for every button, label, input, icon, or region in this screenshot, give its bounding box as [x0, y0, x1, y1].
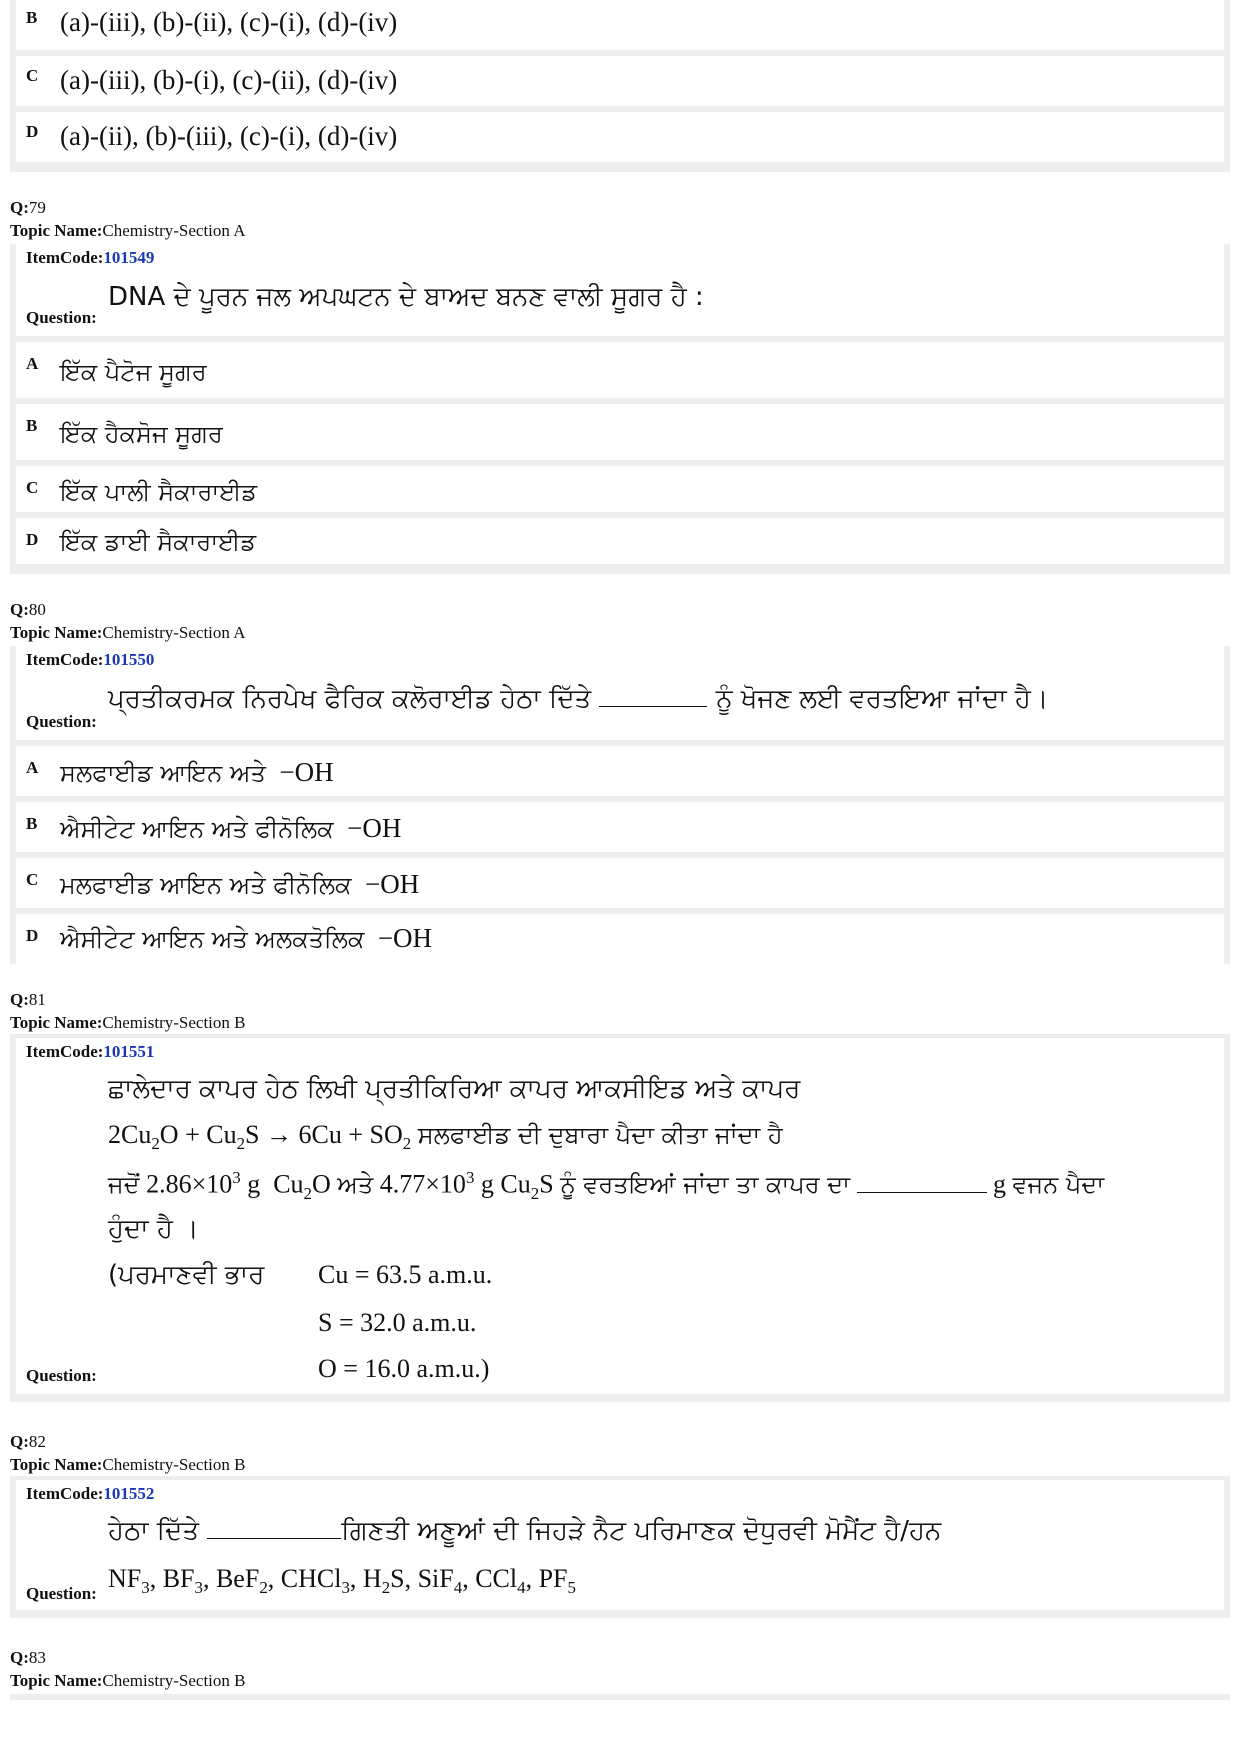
atomic-mass-s: S = 32.0 a.m.u.	[318, 1308, 477, 1337]
option-row-b[interactable]	[16, 0, 1224, 50]
line1-part-b: ਗਿਣਤੀ ਅਣੂਆਂ ਦੀ ਜਿਹੜੇ ਨੈਟ ਪਰਿਮਾਣਕ ਦੋਧੁਰਵੀ ਮੋਮੈਂਟ ਹੈ/ਹਨ	[341, 1516, 942, 1546]
q83-header	[10, 1646, 245, 1692]
option-formula: −OH	[347, 813, 402, 843]
question-number: 82	[28, 1432, 46, 1451]
atomic-mass-label: (ਪਰਮਾਣਵੀ ਭਾਰ	[108, 1260, 265, 1290]
option-row-a[interactable]	[16, 342, 1224, 398]
option-text	[60, 812, 401, 844]
atomic-mass-o: O = 16.0 a.m.u.)	[318, 1354, 490, 1383]
option-row-c[interactable]	[16, 56, 1224, 106]
option-letter: D	[26, 122, 39, 141]
question-row	[16, 1038, 1224, 1394]
question-line4: ਹੁੰਦਾ ਹੈ ।	[108, 1214, 199, 1244]
question-line2-text: ਸਲਫਾਈਡ ਦੀ ਦੁਬਾਰਾ ਪੈਦਾ ਕੀਤਾ ਜਾਂਦਾ ਹੈ	[417, 1121, 783, 1149]
q81-header	[10, 988, 245, 1034]
question-row	[16, 244, 1224, 336]
option-text	[60, 922, 432, 954]
q-label: Q:	[10, 990, 29, 1009]
topic-name: Chemistry-Section A	[102, 221, 246, 240]
item-code-label: ItemCode:	[26, 248, 104, 267]
topic-label: Topic Name:	[10, 221, 103, 240]
q83-card-top	[10, 1694, 1230, 1700]
question-line1: ਛਾਲੇਦਾਰ ਕਾਪਰ ਹੇਠ ਲਿਖੀ ਪ੍ਰਤੀਕਿਰਿਆ ਕਾਪਰ ਆਕਸੀਇਡ ਅਤੇ ਕਾਪਰ	[108, 1074, 801, 1104]
prev-options-card	[10, 0, 1230, 172]
question-number: 81	[28, 990, 46, 1009]
question-text-part2: ਨੂੰ ਖੋਜਣ ਲਈ ਵਰਤਇਆ ਜਾਂਦਾ ਹੈ।	[715, 684, 1049, 714]
topic-name: Chemistry-Section A	[102, 623, 246, 642]
option-text: (a)-(ii), (b)-(iii), (c)-(i), (d)-(iv)	[60, 121, 398, 151]
atomic-mass-cu: Cu = 63.5 a.m.u.	[318, 1260, 493, 1289]
option-letter: C	[26, 870, 39, 889]
q80-card	[10, 646, 1230, 964]
q-label: Q:	[10, 1648, 29, 1667]
line3-part-c: ਨੂੰ ਵਰਤਇਆਂ ਜਾਂਦਾ ਤਾ ਕਾਪਰ ਦਾ	[560, 1170, 850, 1199]
question-text-part1: ਪ੍ਰਤੀਕਰਮਕ ਨਿਰਪੇਖ ਫੈਰਿਕ ਕਲੋਰਾਈਡ ਹੇਠਾ ਦਿੱਤੇ	[108, 684, 592, 714]
item-code-label: ItemCode:	[26, 1042, 104, 1061]
question-label: Question:	[26, 712, 97, 731]
option-text	[60, 756, 334, 788]
question-line2: $2Cu_2O + Cu_2S \to 6Cu + SO_2$ ਸਲਫਾਈਡ ਦੀ ਦੁਬਾਰਾ ਪੈਦਾ ਕੀਤਾ ਜਾਂਦਾ ਹੈ	[108, 1120, 783, 1154]
item-code	[26, 650, 154, 670]
topic-name: Chemistry-Section B	[102, 1013, 246, 1032]
option-text: ਇੱਕ ਪੈਟੋਜ ਸੂਗਰ	[60, 358, 207, 386]
question-text	[108, 684, 1048, 715]
line1-part-a: ਹੇਠਾ ਦਿੱਤੇ	[108, 1516, 199, 1546]
option-formula: −OH	[365, 869, 420, 899]
item-code-value: 101549	[103, 248, 155, 267]
q79-card	[10, 244, 1230, 574]
option-text: (a)-(iii), (b)-(i), (c)-(ii), (d)-(iv)	[60, 65, 398, 95]
option-formula: −OH	[377, 923, 433, 953]
option-label: ਸਲਫਾਈਡ ਆਇਨ ਅਤੇ	[60, 759, 266, 787]
option-row-b[interactable]	[16, 802, 1224, 852]
q82-header	[10, 1430, 245, 1476]
q-label: Q:	[10, 1432, 29, 1451]
topic-name: Chemistry-Section B	[102, 1671, 246, 1690]
option-label: ਮਲਫਾਈਡ ਆਇਨ ਅਤੇ ਫੀਨੋਲਿਕ	[60, 871, 352, 899]
item-code	[26, 248, 154, 268]
q-label: Q:	[10, 198, 29, 217]
question-text: DNA ਦੇ ਪੂਰਨ ਜਲ ਅਪਘਟਨ ਦੇ ਬਾਅਦ ਬਨਣ ਵਾਲੀ ਸੂਗਰ ਹੈ :	[108, 282, 704, 312]
option-row-c[interactable]	[16, 858, 1224, 908]
option-label: ਐਸੀਟੇਟ ਆਇਨ ਅਤੇ ਫੀਨੋਲਿਕ	[60, 815, 334, 843]
fill-blank	[207, 1538, 341, 1539]
question-number: 83	[28, 1648, 46, 1667]
option-row-d[interactable]	[16, 518, 1224, 564]
question-line1	[108, 1516, 941, 1547]
item-code-label: ItemCode:	[26, 1484, 104, 1503]
item-code-label: ItemCode:	[26, 650, 104, 669]
question-line3: ਜਦੋਂ $2.86\times 10^3$ g $Cu_2O$ ਅਤੇ $4.77\times 10^3$ g $Cu_2S$ ਨੂੰ ਵਰਤਇਆਂ ਜਾਂਦਾ ਤਾ ਕਾਪਰ ਦਾ g ਵਜਨ ਪੈਦਾ	[108, 1168, 1105, 1203]
q79-header	[10, 196, 245, 242]
option-letter: A	[26, 354, 39, 373]
item-code	[26, 1042, 154, 1062]
option-row-a[interactable]	[16, 746, 1224, 796]
option-text: ਇੱਕ ਡਾਈ ਸੈਕਾਰਾਈਡ	[60, 528, 257, 556]
option-formula: −OH	[279, 757, 334, 787]
question-row	[16, 646, 1224, 740]
topic-label: Topic Name:	[10, 623, 103, 642]
question-number: 79	[28, 198, 46, 217]
topic-name: Chemistry-Section B	[102, 1455, 246, 1474]
topic-label: Topic Name:	[10, 1455, 103, 1474]
option-row-c[interactable]	[16, 466, 1224, 512]
item-code-value: 101552	[103, 1484, 155, 1503]
item-code-value: 101550	[103, 650, 155, 669]
option-letter: C	[26, 478, 39, 497]
topic-label: Topic Name:	[10, 1013, 103, 1032]
option-letter: C	[26, 66, 39, 85]
option-row-d[interactable]	[16, 914, 1224, 964]
option-row-b[interactable]	[16, 404, 1224, 460]
topic-label: Topic Name:	[10, 1671, 103, 1690]
question-label: Question:	[26, 1584, 97, 1603]
line3-part-e: ਵਜਨ ਪੈਦਾ	[1012, 1170, 1105, 1199]
option-letter: B	[26, 416, 38, 435]
option-text	[60, 868, 419, 900]
question-row	[16, 1480, 1224, 1610]
option-letter: B	[26, 8, 38, 27]
option-letter: B	[26, 814, 38, 833]
line3-unit: g	[993, 1169, 1006, 1199]
fill-blank	[857, 1192, 987, 1193]
question-number: 80	[28, 600, 46, 619]
option-text: ਇੱਕ ਪਾਲੀ ਸੈਕਾਰਾਈਡ	[60, 478, 258, 506]
option-letter: D	[26, 926, 39, 945]
option-letter: A	[26, 758, 39, 777]
item-code-value: 101551	[103, 1042, 155, 1061]
question-label: Question:	[26, 1366, 97, 1385]
q82-card	[10, 1476, 1230, 1618]
option-letter: D	[26, 530, 39, 549]
option-text: (a)-(iii), (b)-(ii), (c)-(i), (d)-(iv)	[60, 7, 398, 37]
line3-part-a: ਜਦੋਂ	[108, 1170, 140, 1199]
question-label: Question:	[26, 308, 97, 327]
q81-card	[10, 1034, 1230, 1402]
fill-blank	[599, 706, 707, 707]
q-label: Q:	[10, 600, 29, 619]
item-code	[26, 1484, 154, 1504]
molecule-list: $NF_3$, $BF_3$, BeF$_2$, CHCl$_3$, $H_2S$, SiF$_4$, CCl$_4$, $PF_5$	[108, 1564, 576, 1598]
option-row-d[interactable]	[16, 112, 1224, 162]
option-label: ਐਸੀਟੇਟ ਆਇਨ ਅਤੇ ਅਲਕਤੋਲਿਕ	[60, 925, 365, 953]
q80-header	[10, 598, 245, 644]
line3-part-b: ਅਤੇ	[337, 1170, 374, 1199]
option-text: ਇੱਕ ਹੈਕਸੋਜ ਸੂਗਰ	[60, 420, 223, 448]
